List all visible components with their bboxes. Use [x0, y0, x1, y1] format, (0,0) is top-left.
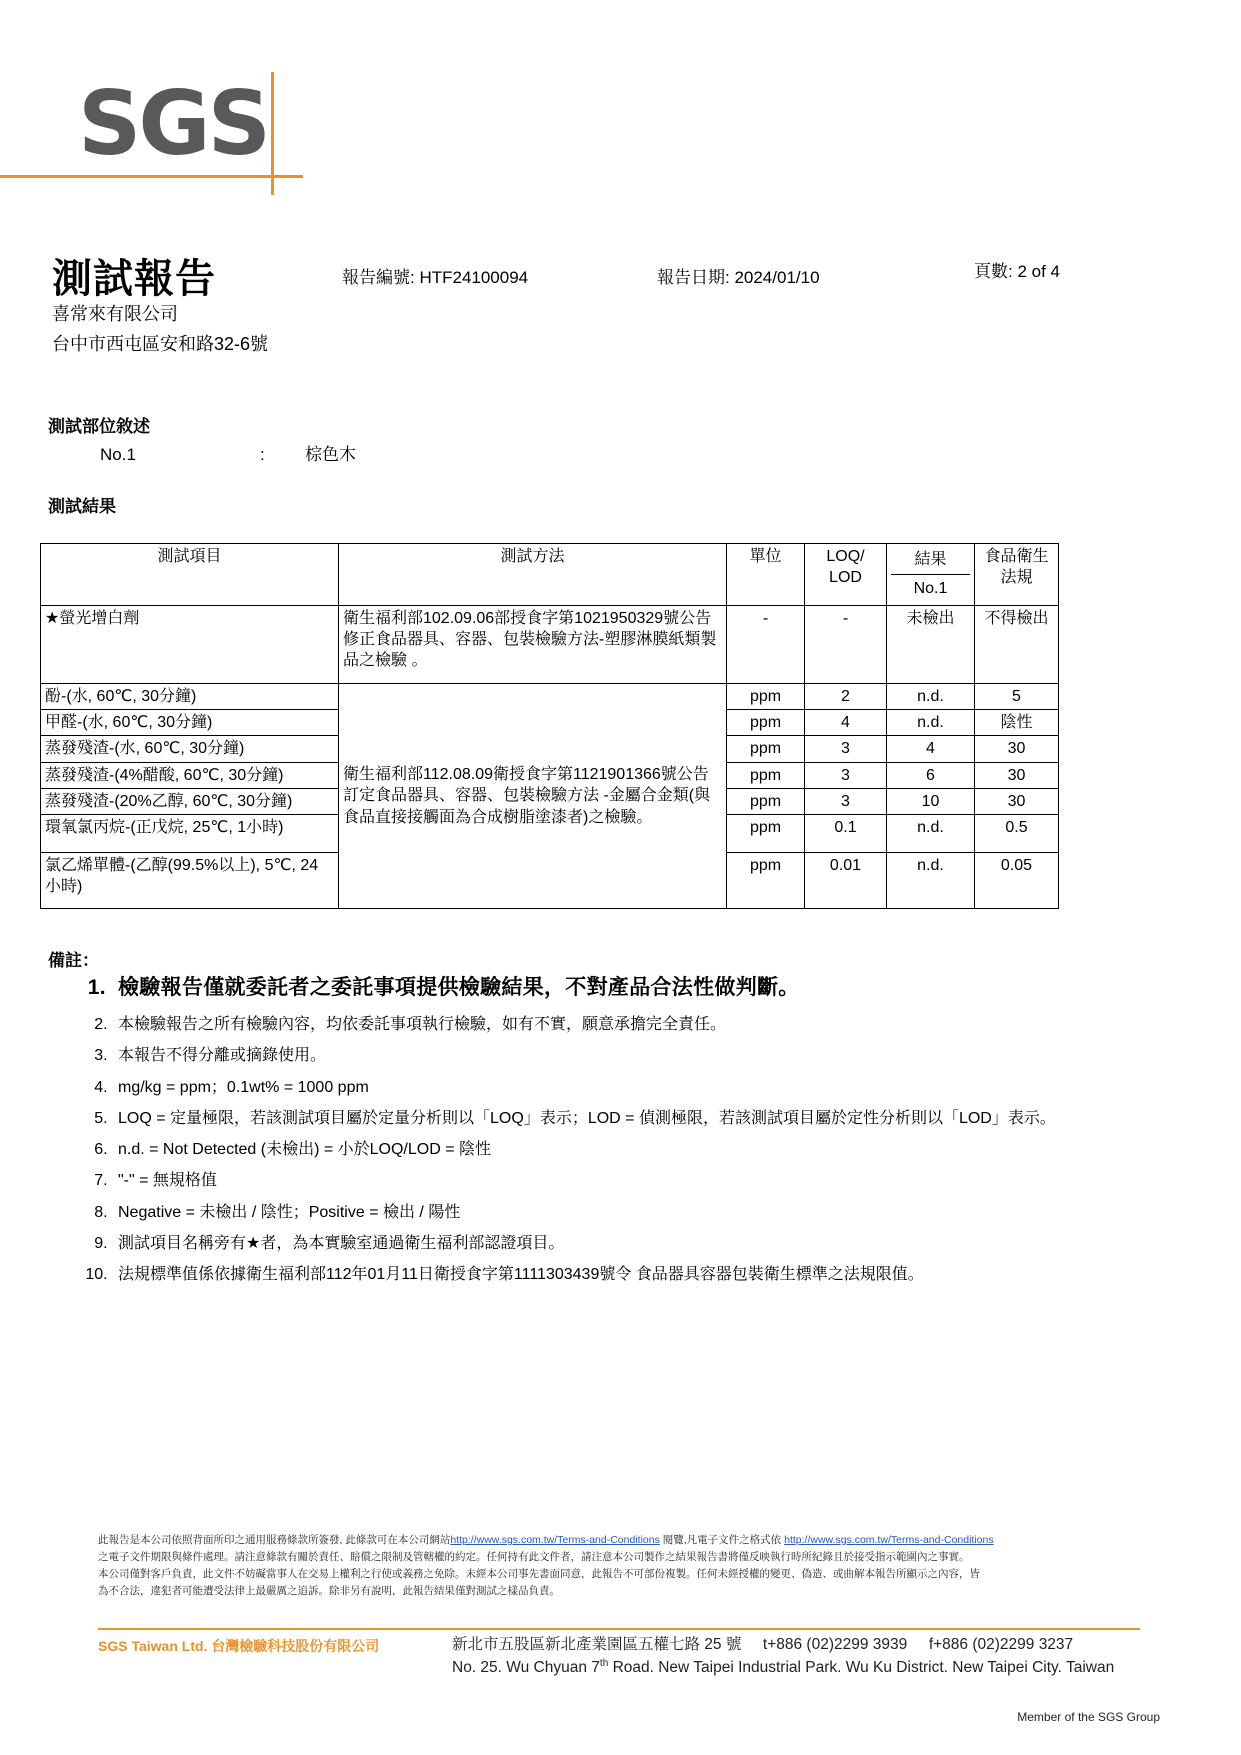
col-header-method: 測試方法	[339, 544, 727, 606]
remark-item: 10. 法規標準值係依據衛生福利部112年01月11日衛授食字第1111303439號令 食品器具容器包裝衛生標準之法規限值。	[112, 1263, 1180, 1287]
table-row	[41, 684, 1059, 710]
report-number: 報告編號: HTF24100094	[342, 268, 529, 287]
cell-regulation: 30	[975, 762, 1059, 788]
col-header-loq-line2: LOD	[829, 569, 862, 587]
remark-item: 5. LOQ = 定量極限，若該測試項目屬於定量分析則以「LOQ」表示；LOD = 偵測極限，若該測試項目屬於定性分析則以「LOD」表示。	[112, 1107, 1180, 1131]
col-header-loq-line1: LOQ/	[826, 548, 865, 565]
footer-address-cn-text: 新北市五股區新北產業園區五權七路 25 號	[452, 1636, 742, 1653]
cell-item: ★螢光增白劑	[41, 606, 339, 684]
cell-loq: 0.1	[805, 814, 887, 852]
cell-unit: ppm	[727, 684, 805, 710]
remarks-title: 備註：	[48, 951, 99, 970]
cell-unit: ppm	[727, 788, 805, 814]
cell-method-2: 衛生福利部112.08.09衛授食字第1121901366號公告訂定食品器具、容器、包裝檢驗方法 -金屬合金類(與食品直接接觸面為合成樹脂塗漆者)之檢驗。	[339, 684, 727, 909]
sample-colon: :	[260, 445, 265, 464]
cell-regulation: 30	[975, 736, 1059, 762]
results-table	[40, 543, 1059, 909]
cell-unit: ppm	[727, 710, 805, 736]
cell-loq: 0.01	[805, 852, 887, 908]
sgs-logo	[78, 72, 318, 192]
table-row	[41, 606, 1059, 684]
cell-item: 環氧氯丙烷-(正戊烷, 25℃, 1小時)	[41, 814, 339, 852]
cell-result: n.d.	[887, 684, 975, 710]
logo-wordmark: SGS	[78, 72, 268, 175]
page-count: 頁數: 2 of 4	[974, 262, 1060, 281]
cell-loq: 3	[805, 788, 887, 814]
cell-result: 10	[887, 788, 975, 814]
col-header-result-label: 結果	[891, 546, 970, 575]
cell-loq: -	[805, 606, 887, 684]
sample-no: No.1	[100, 445, 136, 464]
col-header-loq-lod	[805, 544, 887, 606]
footer-entity-name	[98, 1636, 379, 1656]
cell-item: 蒸發殘渣-(20%乙醇, 60℃, 30分鐘)	[41, 788, 339, 814]
cell-unit: ppm	[727, 852, 805, 908]
terms-link-2[interactable]: http://www.sgs.com.tw/Terms-and-Conditions	[784, 1534, 994, 1546]
cell-result: 6	[887, 762, 975, 788]
footer-address-en-sup: th	[599, 1658, 609, 1669]
col-header-regulation-line2: 法規	[1000, 569, 1033, 587]
cell-loq: 3	[805, 762, 887, 788]
sample-description-row	[100, 440, 500, 465]
cell-item: 氯乙烯單體-(乙醇(99.5%以上), 5℃, 24小時)	[41, 852, 339, 908]
cell-unit: ppm	[727, 814, 805, 852]
col-header-item: 測試項目	[41, 544, 339, 606]
footer-address-en	[452, 1658, 1114, 1677]
cell-regulation: 5	[975, 684, 1059, 710]
company-name: 喜常來有限公司	[52, 304, 178, 324]
cell-unit: -	[727, 606, 805, 684]
table-header-row	[41, 544, 1059, 606]
cell-unit: ppm	[727, 736, 805, 762]
footer-member-note: Member of the SGS Group	[1017, 1710, 1160, 1724]
footer-fax: f+886 (02)2299 3237	[928, 1636, 1074, 1653]
cell-item: 蒸發殘渣-(4%醋酸, 60℃, 30分鐘)	[41, 762, 339, 788]
col-header-result-sub: No.1	[913, 580, 948, 598]
col-header-result	[887, 544, 975, 606]
remark-item: 3. 本報告不得分離或摘錄使用。	[112, 1044, 1180, 1068]
footer-terms-line-4: 為不合法，違犯者可能遭受法律上最嚴厲之追訴。除非另有說明，此報告結果僅對測試之樣品負責。	[98, 1585, 560, 1597]
cell-regulation: 30	[975, 788, 1059, 814]
company-address: 台中市西屯區安和路32-6號	[52, 334, 269, 354]
col-header-regulation-line1: 食品衛生	[984, 548, 1049, 565]
footer-telephone: t+886 (02)2299 3939	[762, 1636, 908, 1653]
remark-item: 8. Negative = 未檢出 / 陰性；Positive = 檢出 / 陽性	[112, 1201, 1180, 1225]
col-header-regulation	[975, 544, 1059, 606]
cell-item: 酚-(水, 60℃, 30分鐘)	[41, 684, 339, 710]
cell-regulation: 0.05	[975, 852, 1059, 908]
footer-terms-text-a: 此報告是本公司依照背面所印之通用服務條款所簽發, 此條款可在本公司網站	[98, 1534, 451, 1546]
col-header-unit: 單位	[727, 544, 805, 606]
cell-regulation: 0.5	[975, 814, 1059, 852]
remark-item: 2. 本檢驗報告之所有檢驗內容，均依委託事項執行檢驗，如有不實，願意承擔完全責任。	[112, 1013, 1180, 1037]
page-title: 測試報告	[52, 256, 216, 302]
cell-result: 未檢出	[887, 606, 975, 684]
footer-terms-line-1	[98, 1532, 1138, 1549]
cell-item: 甲醛-(水, 60℃, 30分鐘)	[41, 710, 339, 736]
cell-loq: 2	[805, 684, 887, 710]
footer-address-en-b: Road. New Taipei Industrial Park. Wu Ku District. New Taipei City. Taiwan	[608, 1659, 1115, 1677]
cell-regulation: 不得檢出	[975, 606, 1059, 684]
report-header	[52, 255, 1192, 301]
cell-result: n.d.	[887, 814, 975, 852]
remarks-list	[60, 972, 1180, 1295]
sample-description-title: 測試部位敘述	[48, 417, 150, 436]
cell-regulation: 陰性	[975, 710, 1059, 736]
remark-item: 7. "-" = 無規格值	[112, 1169, 1180, 1193]
remark-item: 1. 檢驗報告僅就委託者之委託事項提供檢驗結果，不對產品合法性做判斷。	[112, 972, 1180, 1004]
footer-divider	[98, 1628, 1140, 1630]
remark-item: 9. 測試項目名稱旁有★者，為本實驗室通過衛生福利部認證項目。	[112, 1232, 1180, 1256]
cell-item: 蒸發殘渣-(水, 60℃, 30分鐘)	[41, 736, 339, 762]
logo-horizontal-rule-icon	[0, 175, 303, 178]
results-table-wrapper	[40, 543, 1058, 909]
remark-item: 4. mg/kg = ppm；0.1wt% = 1000 ppm	[112, 1076, 1180, 1100]
footer-address-cn	[452, 1632, 1073, 1654]
footer-entity-name-en: SGS Taiwan Ltd.	[98, 1638, 208, 1654]
cell-method-1: 衛生福利部102.09.06部授食字第1021950329號公告修正食品器具、容器、包裝檢驗方法-塑膠淋膜紙類製品之檢驗 。	[339, 606, 727, 684]
sample-value: 棕色木	[305, 445, 356, 464]
cell-loq: 3	[805, 736, 887, 762]
footer-terms-line-3: 本公司僅對客戶負責，此文件不妨礙當事人在交易上權利之行使或義務之免除。未經本公司事先書面同意，此報告不可部份複製。任何未經授權的變更、偽造、或曲解本報告所顯示之內容，皆	[98, 1568, 980, 1580]
footer-terms-text-b: 閱覽,凡電子文件之格式依	[659, 1534, 785, 1546]
logo-vertical-rule-icon	[271, 72, 274, 195]
cell-loq: 4	[805, 710, 887, 736]
footer-address-en-a: No. 25. Wu Chyuan 7	[452, 1659, 600, 1677]
footer-terms	[98, 1532, 1138, 1600]
cell-result: n.d.	[887, 852, 975, 908]
cell-result: 4	[887, 736, 975, 762]
cell-unit: ppm	[727, 762, 805, 788]
footer-entity-name-cn: 台灣檢驗科技股份有限公司	[211, 1638, 380, 1654]
terms-link-1[interactable]: http://www.sgs.com.tw/Terms-and-Conditions	[450, 1534, 660, 1546]
test-results-title: 測試結果	[48, 497, 116, 516]
footer-terms-line-2: 之電子文件期限與條件處理。請注意條款有關於責任、賠償之限制及管轄權的約定。任何持有此文件者，請注意本公司製作之結果報告書將僅反映執行時所紀錄且於接受指示範圍內之事實。	[98, 1551, 970, 1563]
remark-item: 6. n.d. = Not Detected (未檢出) = 小於LOQ/LOD = 陰性	[112, 1138, 1180, 1162]
report-date: 報告日期: 2024/01/10	[657, 268, 820, 287]
cell-result: n.d.	[887, 710, 975, 736]
